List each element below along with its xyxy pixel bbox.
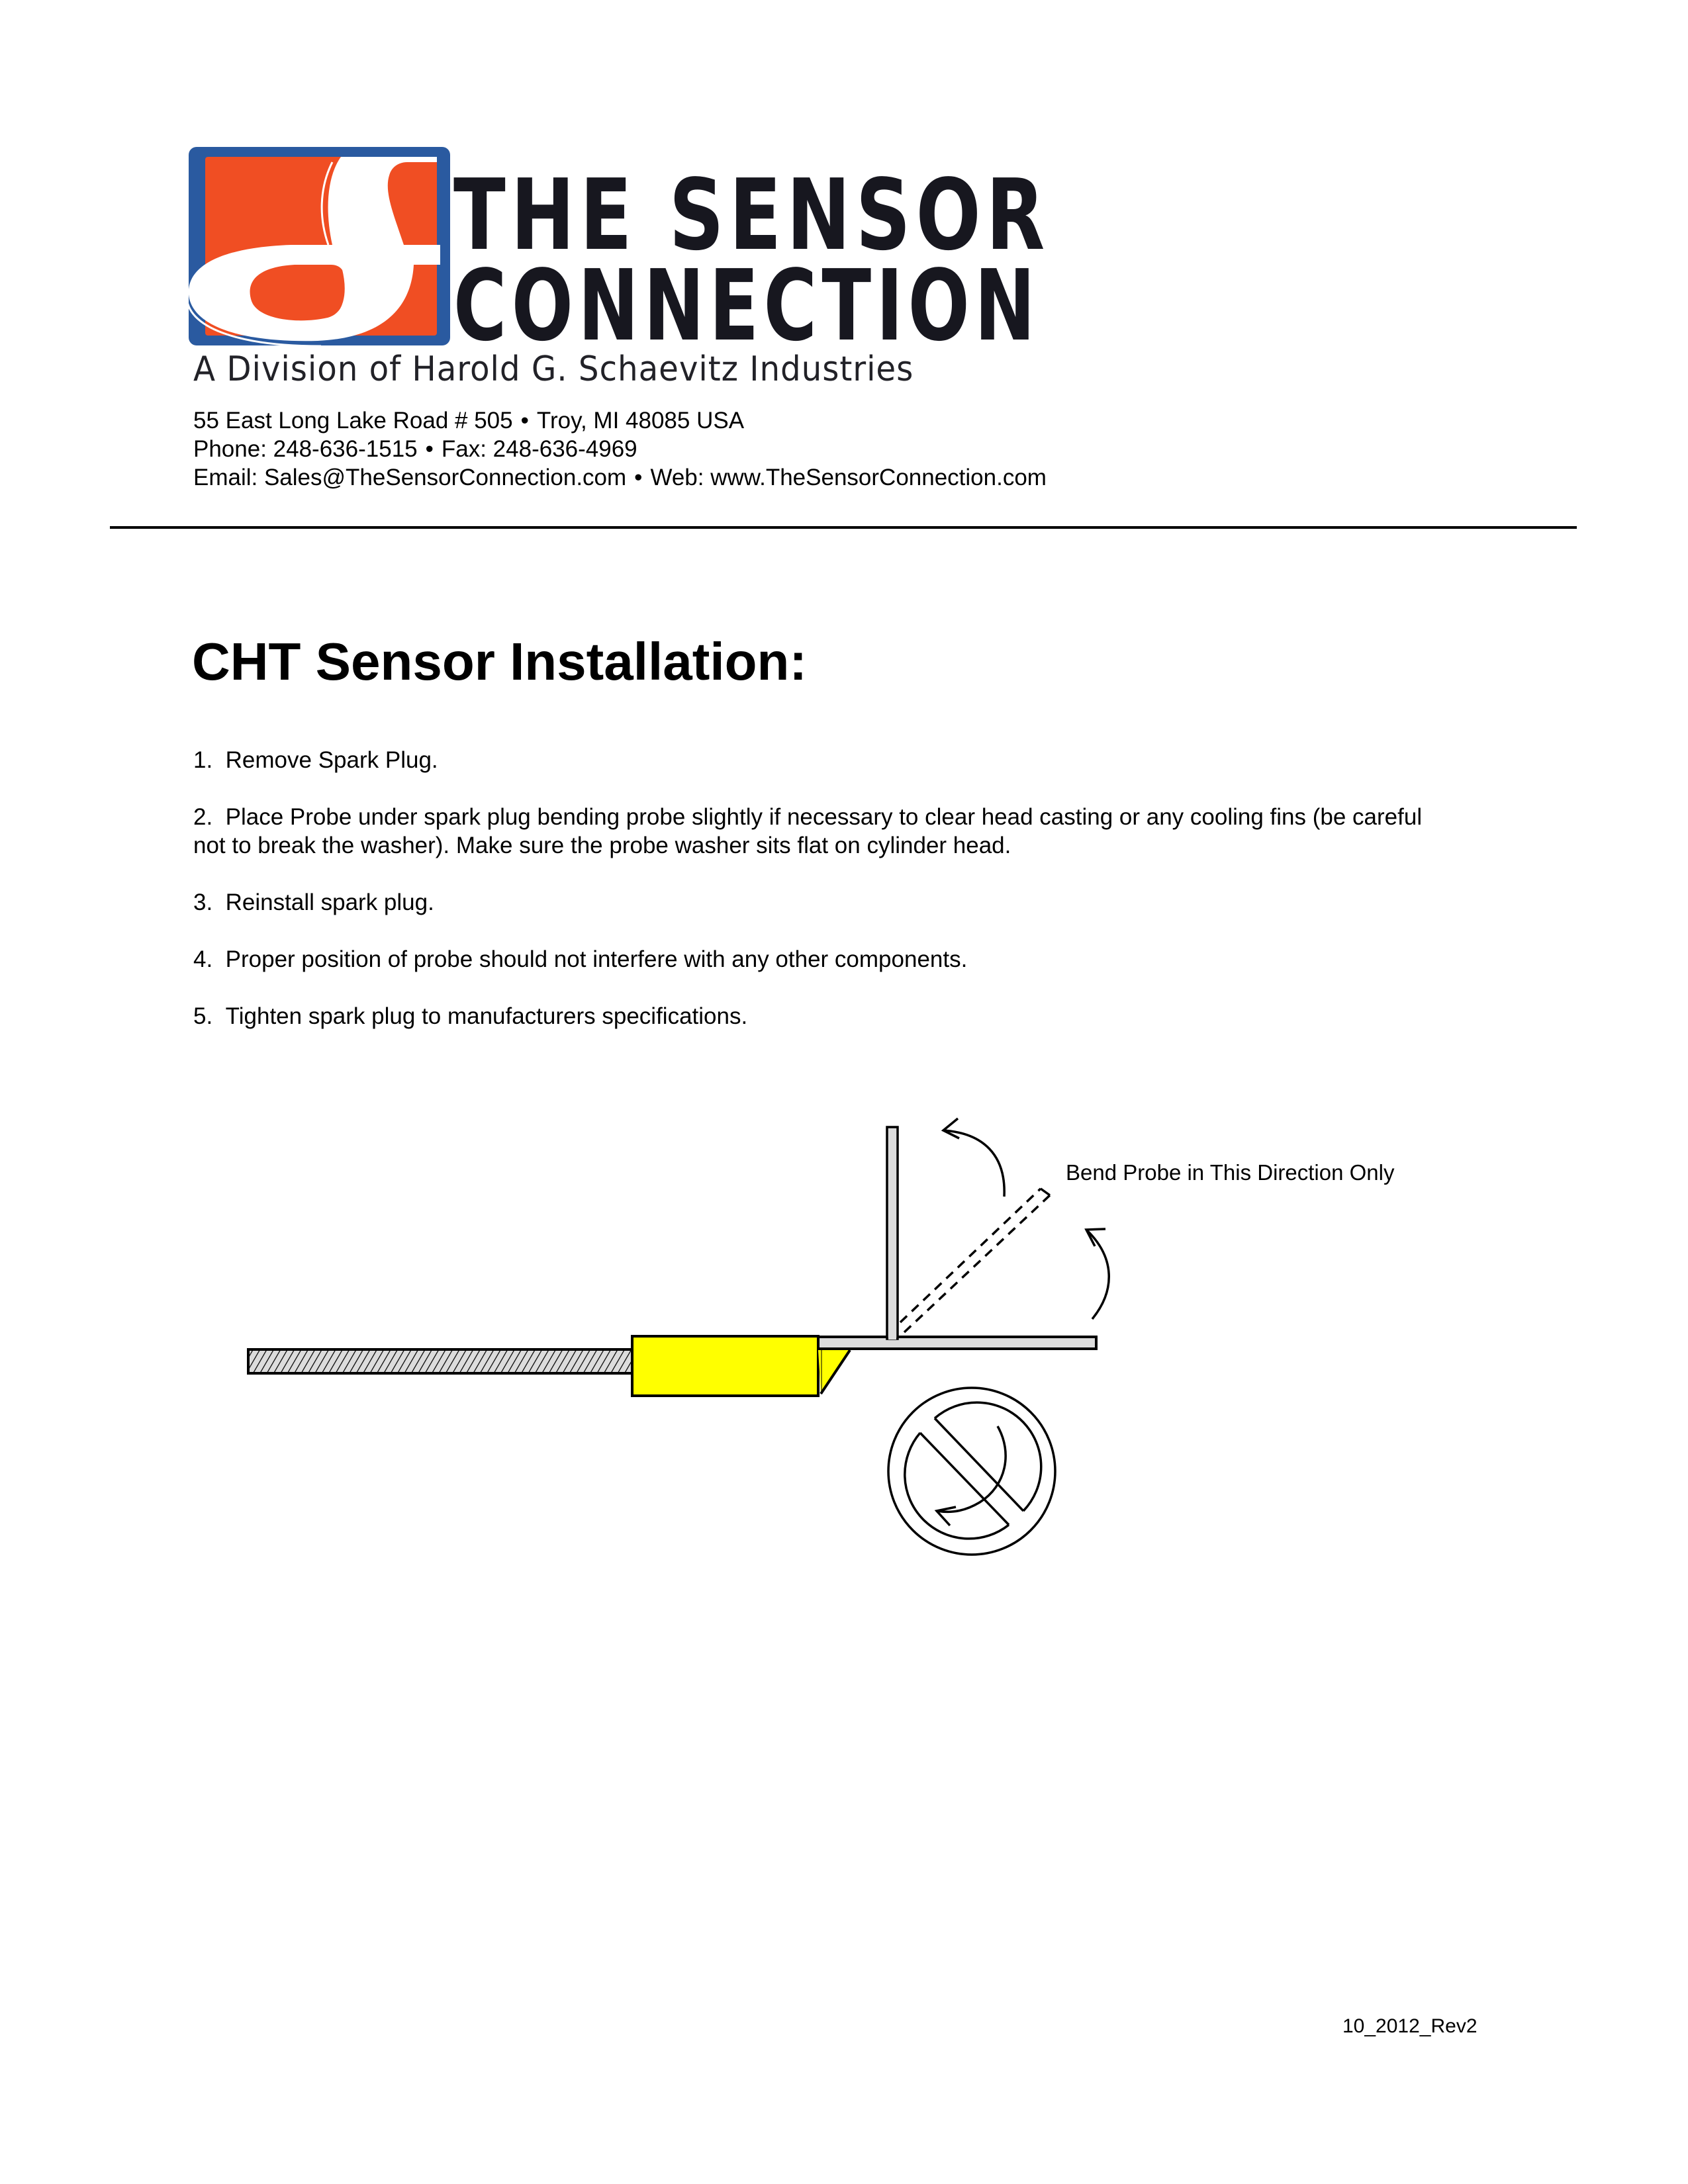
step-2 [193, 803, 1438, 860]
street-address: 55 East Long Lake Road # 505 [193, 408, 513, 433]
probe-vertical-arm [887, 1127, 898, 1340]
step-number: 5. [193, 1003, 213, 1029]
logo-wordmark-line1: THE SENSOR [453, 158, 1051, 272]
logo-tagline: A Division of Harold G. Schaevitz Industries [193, 349, 914, 389]
prohibited-rotation-icon [888, 1388, 1055, 1555]
bullet-separator: • [634, 465, 643, 490]
bend-direction-label: Bend Probe in This Direction Only [1066, 1160, 1395, 1185]
step-text: Reinstall spark plug. [225, 889, 434, 915]
page-title: CHT Sensor Installation: [192, 632, 807, 691]
fax-number: Fax: 248-636-4969 [441, 436, 637, 462]
step-number: 1. [193, 747, 213, 773]
city-state-zip: Troy, MI 48085 USA [536, 408, 745, 433]
phone-line [193, 435, 1047, 463]
sensor-cable [248, 1349, 632, 1373]
address-line [193, 406, 1047, 435]
curved-arrow-icon [943, 1118, 1004, 1197]
bullet-separator: • [520, 408, 529, 433]
step-1 [193, 746, 1438, 774]
sensor-connection-logo-mark-icon [179, 136, 457, 354]
curved-arrow-icon [1086, 1229, 1109, 1319]
step-5 [193, 1002, 1438, 1030]
step-text: Proper position of probe should not interfere with any other components. [225, 946, 968, 972]
probe-bent-position-outline [900, 1189, 1050, 1332]
step-text: Remove Spark Plug. [225, 747, 438, 773]
step-text: Tighten spark plug to manufacturers specifications. [225, 1003, 748, 1029]
phone-number: Phone: 248-636-1515 [193, 436, 418, 462]
header-divider [110, 526, 1577, 529]
step-text: Place Probe under spark plug bending probe slightly if necessary to clear head casting or any cooling fins (be careful not to break the washer). Make sure the probe washer sits flat on cylinder head. [193, 804, 1423, 858]
web-link[interactable]: Web: www.TheSensorConnection.com [650, 465, 1047, 490]
installation-steps [193, 746, 1438, 1059]
step-number: 2. [193, 804, 213, 830]
email-link[interactable]: Email: Sales@TheSensorConnection.com [193, 465, 627, 490]
step-3 [193, 888, 1438, 917]
step-4 [193, 945, 1438, 974]
contact-block [193, 406, 1047, 492]
company-logo [179, 136, 1051, 394]
bullet-separator: • [425, 436, 434, 462]
logo-wordmark-line2: CONNECTION [453, 249, 1041, 363]
probe-horizontal-arm [818, 1337, 1096, 1349]
step-number: 4. [193, 946, 213, 972]
step-number: 3. [193, 889, 213, 915]
email-web-line [193, 463, 1047, 492]
revision-code: 10_2012_Rev2 [1342, 2015, 1477, 2037]
